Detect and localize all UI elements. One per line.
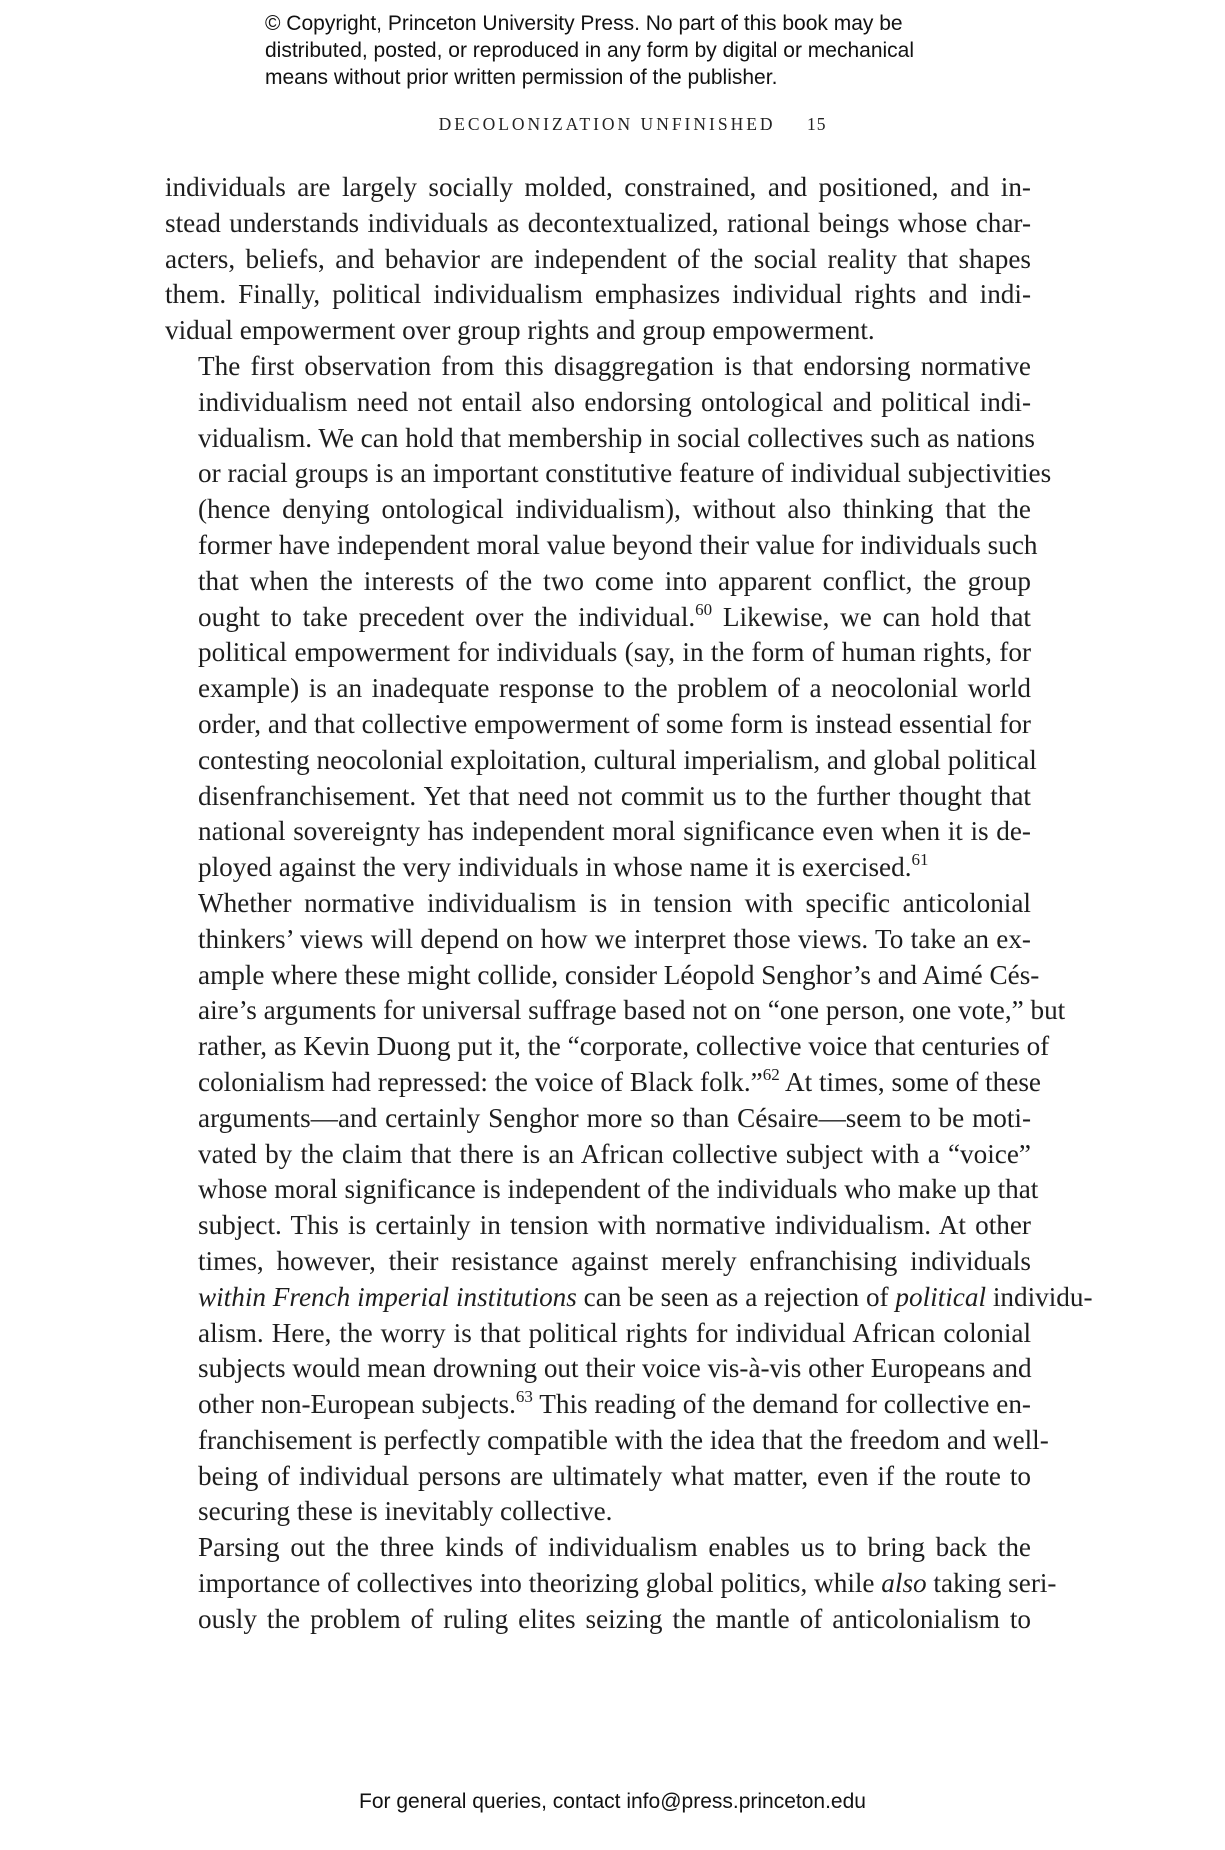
copyright-line-1: © Copyright, Princeton University Press. No part of this book may be [265,12,903,35]
text-line: being of individual persons are ultimately what matter, even if the route to [198,1460,1031,1491]
text-line: or racial groups is an important constitutive feature of individual subjectivities [198,458,1052,489]
text-line: contesting neocolonial exploitation, cultural imperialism, and global political [198,744,1037,775]
text-line: aire’s arguments for universal suffrage based not on “one person, one vote,” but [198,995,1066,1026]
italic-run: within French imperial institutions [198,1281,577,1312]
text-run: other non-European subjects. [198,1389,516,1420]
text-line: ously the problem of ruling elites seizing the mantle of anticolonialism to [198,1603,1031,1634]
text-run: This reading of the demand for collective en- [532,1389,1031,1420]
text-line: times, however, their resistance against merely enfranchising individuals [198,1245,1031,1276]
footnote-ref-62[interactable]: 62 [762,1064,780,1084]
page-number: 15 [806,114,827,134]
text-run: ployed against the very individuals in whose name it is exercised. [198,852,912,883]
text-line [165,850,1031,886]
copyright-line-3: means without prior written permission of the publisher. [265,66,778,89]
footer-contact: For general queries, contact info@press.princeton.edu [359,1790,866,1813]
text-line [165,1280,1093,1316]
text-run: individu- [986,1281,1093,1312]
text-line: (hence denying ontological individualism), without also thinking that the [198,494,1031,525]
copyright-notice [265,10,985,91]
text-line: vated by the claim that there is an African collective subject with a “voice” [198,1138,1031,1169]
footnote-ref-60[interactable]: 60 [695,599,713,619]
text-line: subject. This is certainly in tension with normative individualism. At other [198,1210,1031,1241]
text-line: thinkers’ views will depend on how we interpret those views. To take an ex- [198,923,1031,954]
text-run: taking seri- [926,1568,1057,1599]
text-line: arguments—and certainly Senghor more so than Césaire—seem to be moti- [198,1102,1031,1133]
text-line [165,1566,1057,1602]
text-line: former have independent moral value beyond their value for individuals such [198,529,1038,560]
text-run: colonialism had repressed: the voice of Black folk.” [198,1066,763,1097]
text-line: vidual empowerment over group rights and group empowerment. [165,315,875,346]
text-line [165,600,1031,636]
text-line: that when the interests of the two come into apparent conflict, the group [198,565,1031,596]
text-line: securing these is inevitably collective. [198,1496,613,1527]
text-line: subjects would mean drowning out their voice vis-à-vis other Europeans and [198,1353,1032,1384]
text-run: At times, some of these [779,1066,1041,1097]
text-line: national sovereignty has independent moral significance even when it is de- [198,816,1031,847]
text-run: ought to take precedent over the individual. [198,601,696,632]
text-run: importance of collectives into theorizing global politics, while [198,1568,882,1599]
running-head-title: DECOLONIZATION UNFINISHED [438,114,776,134]
running-head [0,114,1225,135]
text-line: whose moral significance is independent of the individuals who make up that [198,1174,1039,1205]
text-line [165,1387,1031,1423]
text-line: alism. Here, the worry is that political rights for individual African colonial [198,1317,1031,1348]
footnote-ref-63[interactable]: 63 [515,1387,533,1407]
italic-run: also [881,1568,927,1599]
text-line: example) is an inadequate response to the problem of a neocolonial world [198,673,1031,704]
copyright-line-2: distributed, posted, or reproduced in any form by digital or mechanical [265,39,915,62]
text-line: franchisement is perfectly compatible with the idea that the freedom and well- [198,1424,1049,1455]
text-line: them. Finally, political individualism emphasizes individual rights and indi- [165,279,1031,310]
paragraph-4 [165,1530,1057,1637]
text-line: Whether normative individualism is in tension with specific anticolonial [198,887,1031,918]
text-line: vidualism. We can hold that membership in social collectives such as nations [198,422,1035,453]
text-run: can be seen as a rejection of [576,1281,896,1312]
footnote-ref-61[interactable]: 61 [911,850,929,870]
paragraph-1 [165,170,1031,349]
paragraph-2 [165,349,1052,886]
text-line: order, and that collective empowerment of some form is instead essential for [198,708,1031,739]
text-line: stead understands individuals as decontextualized, rational beings whose char- [165,207,1031,238]
text-line: individualism need not entail also endorsing ontological and political indi- [198,386,1031,417]
paragraph-3 [165,886,1093,1530]
text-run: Likewise, we can hold that [712,601,1031,632]
body-text [165,170,1093,1638]
text-line: acters, beliefs, and behavior are independent of the social reality that shapes [165,243,1031,274]
text-line: individuals are largely socially molded, constrained, and positioned, and in- [165,172,1031,202]
italic-run: political [895,1281,987,1312]
text-line: The first observation from this disaggregation is that endorsing normative [198,350,1031,381]
text-line: rather, as Kevin Duong put it, the “corporate, collective voice that centuries of [198,1031,1050,1062]
text-line: Parsing out the three kinds of individualism enables us to bring back the [198,1532,1031,1563]
text-line [165,1064,1041,1101]
text-line: political empowerment for individuals (say, in the form of human rights, for [198,637,1031,668]
text-line: disenfranchisement. Yet that need not commit us to the further thought that [198,780,1031,811]
text-line: ample where these might collide, consider Léopold Senghor’s and Aimé Cés- [198,959,1040,990]
